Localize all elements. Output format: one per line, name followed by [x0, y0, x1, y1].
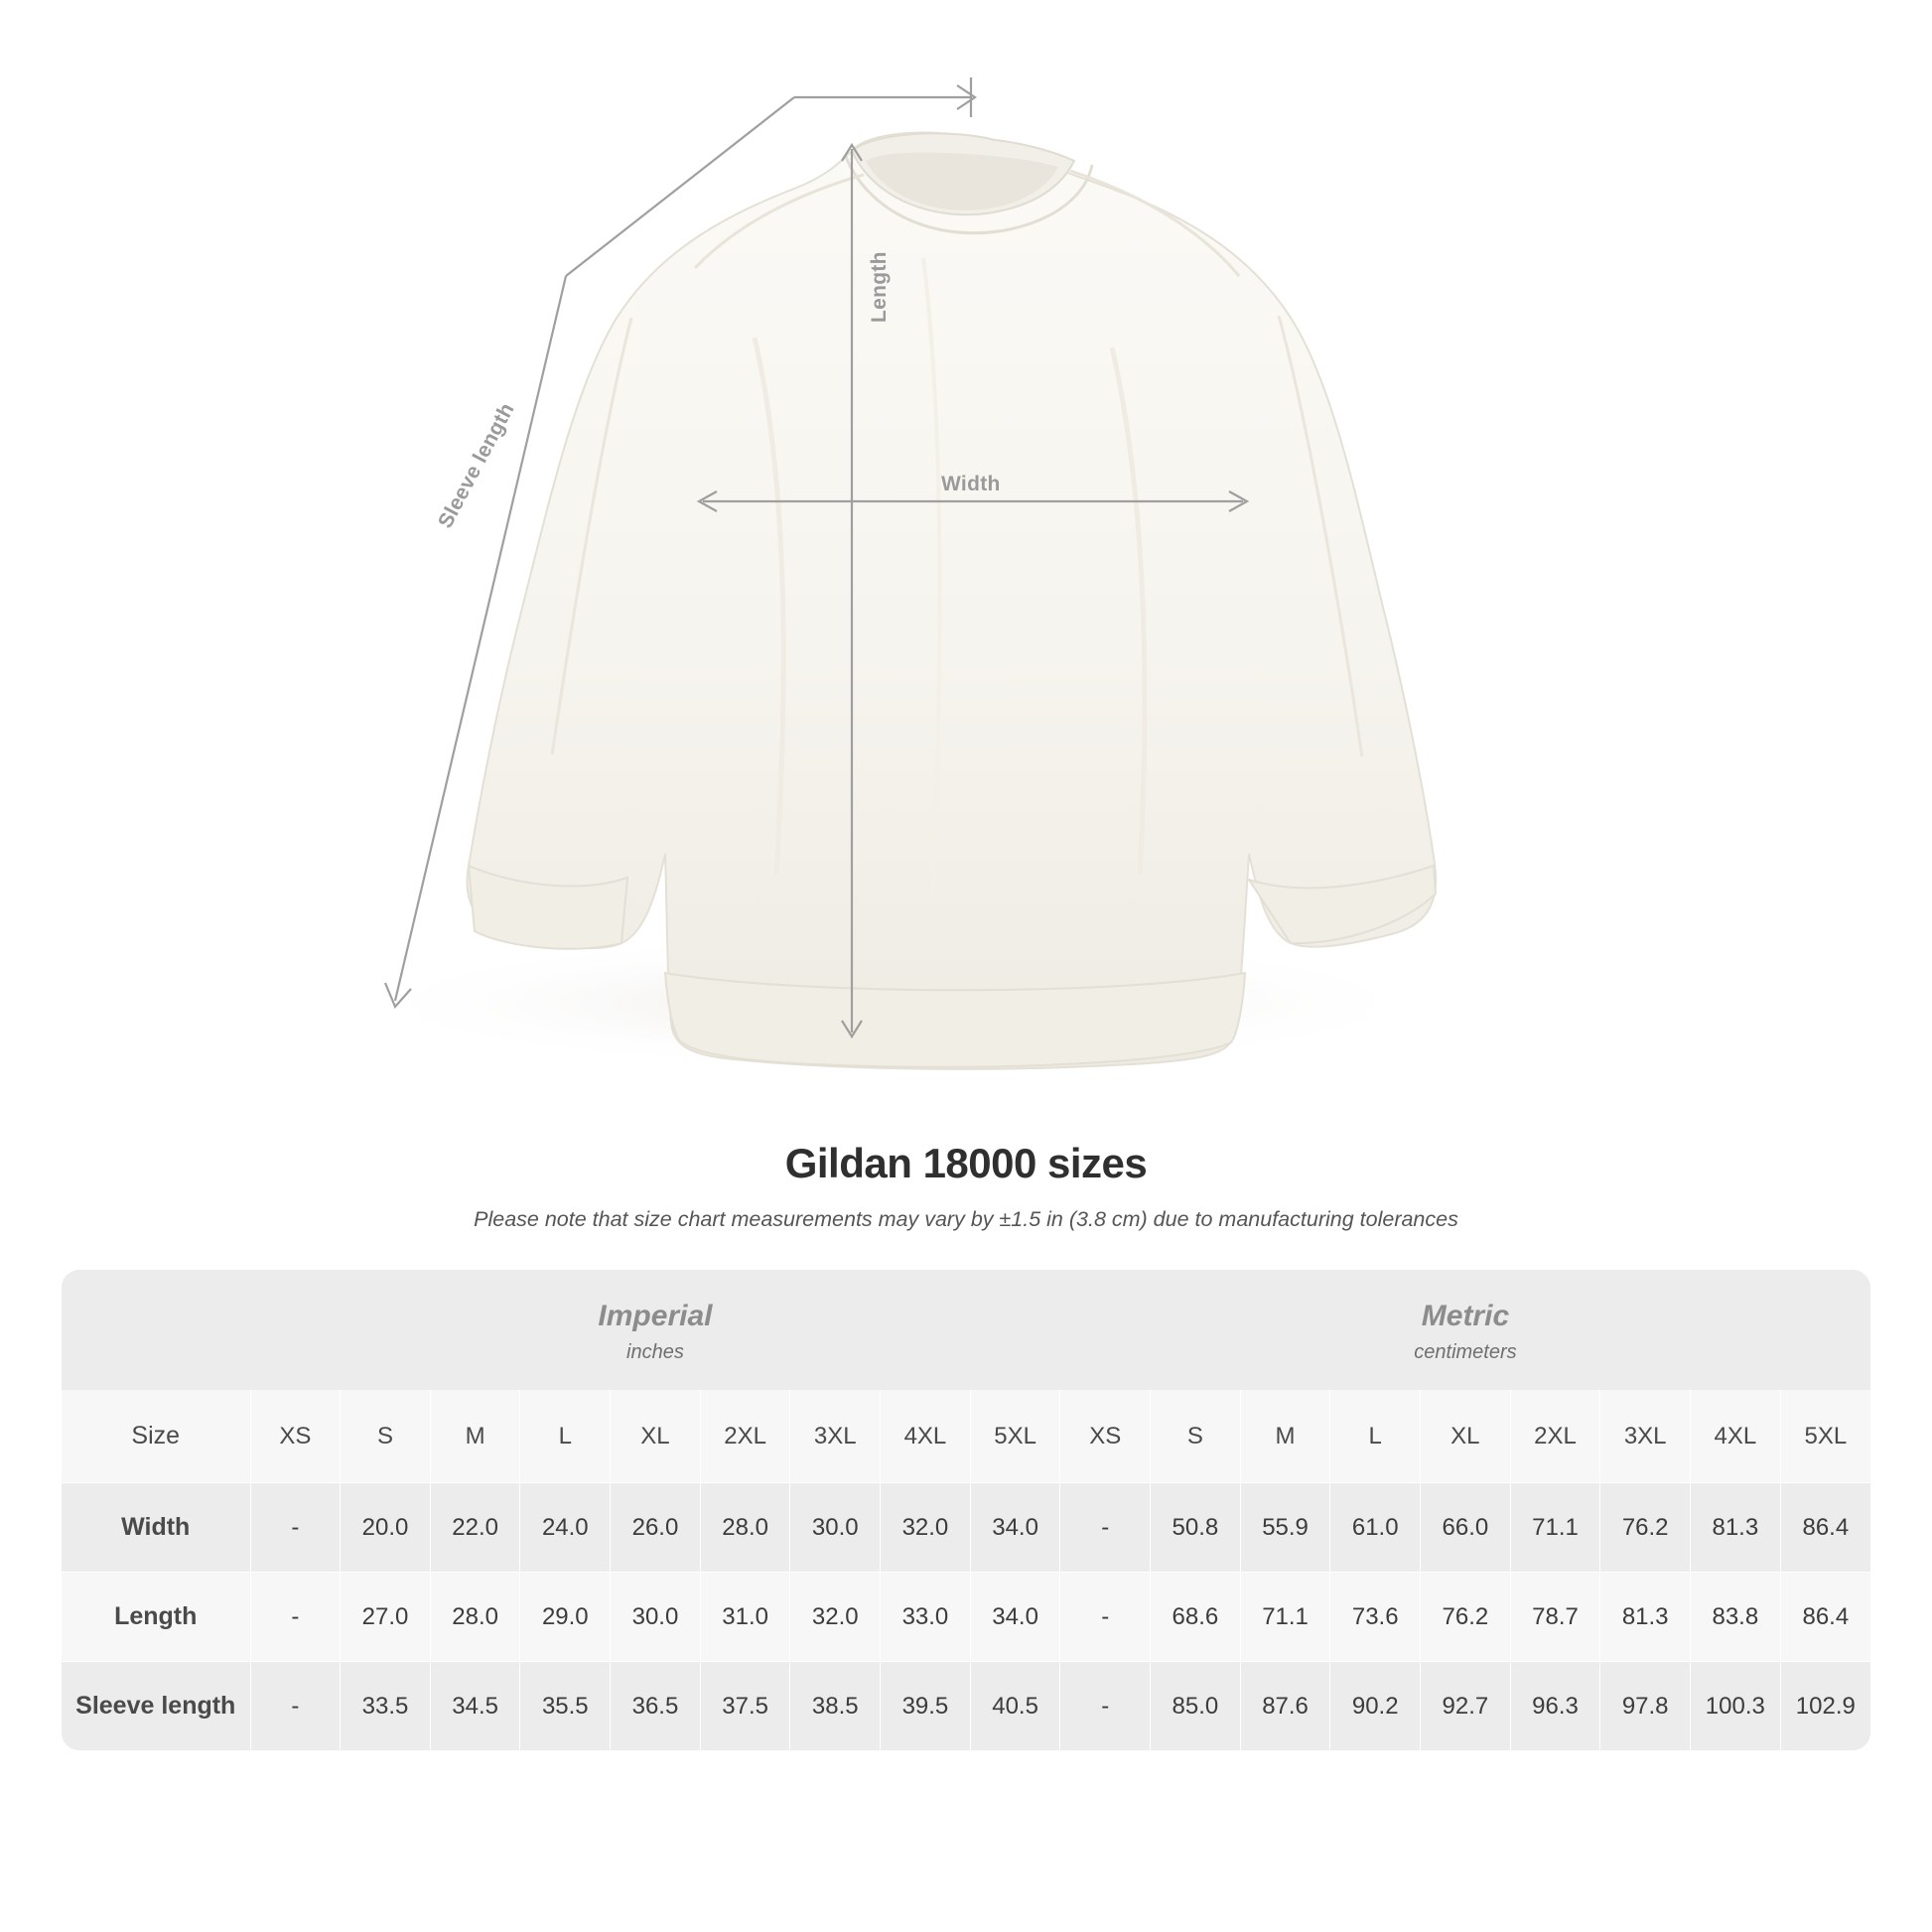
length-imperial-4xl: 33.0	[881, 1573, 971, 1662]
sleeve-metric-s: 85.0	[1151, 1662, 1241, 1751]
size-header-imperial-xs: XS	[250, 1390, 341, 1483]
length-imperial-l: 29.0	[520, 1573, 611, 1662]
sleeve-imperial-3xl: 38.5	[790, 1662, 881, 1751]
sleeve-imperial-m: 34.5	[430, 1662, 520, 1751]
metric-unit-sub: centimeters	[1414, 1341, 1517, 1363]
imperial-unit-header	[250, 1270, 1060, 1390]
size-header-metric-4xl: 4XL	[1691, 1390, 1781, 1483]
sleeve-imperial-xs: -	[250, 1662, 341, 1751]
size-header-imperial-m: M	[430, 1390, 520, 1483]
length-imperial-xs: -	[250, 1573, 341, 1662]
metric-unit-name: Metric	[1421, 1300, 1510, 1332]
length-metric-2xl: 78.7	[1510, 1573, 1600, 1662]
size-header-metric-5xl: 5XL	[1780, 1390, 1870, 1483]
sleeve-imperial-2xl: 37.5	[700, 1662, 790, 1751]
row-label-width: Width	[62, 1483, 250, 1573]
length-metric-xs: -	[1060, 1573, 1151, 1662]
size-header-metric-xs: XS	[1060, 1390, 1151, 1483]
page-title: Gildan 18000 sizes	[784, 1140, 1148, 1186]
length-metric-xl: 76.2	[1421, 1573, 1511, 1662]
length-metric-s: 68.6	[1151, 1573, 1241, 1662]
size-header-imperial-s: S	[341, 1390, 431, 1483]
size-header-metric-s: S	[1151, 1390, 1241, 1483]
width-metric-xs: -	[1060, 1483, 1151, 1573]
tolerance-note: Please note that size chart measurements may vary by ±1.5 in (3.8 cm) due to manufacturing tolerances	[474, 1207, 1458, 1231]
sleeve-metric-4xl: 100.3	[1691, 1662, 1781, 1751]
sleeve-metric-3xl: 97.8	[1600, 1662, 1691, 1751]
length-metric-3xl: 81.3	[1600, 1573, 1691, 1662]
table-row	[62, 1483, 1870, 1573]
imperial-unit-sub: inches	[626, 1341, 684, 1363]
length-imperial-5xl: 34.0	[970, 1573, 1060, 1662]
width-metric-3xl: 76.2	[1600, 1483, 1691, 1573]
sleeve-metric-5xl: 102.9	[1780, 1662, 1870, 1751]
size-header-metric-3xl: 3XL	[1600, 1390, 1691, 1483]
length-imperial-3xl: 32.0	[790, 1573, 881, 1662]
length-dimension-label: Length	[868, 251, 891, 323]
size-header-label: Size	[62, 1390, 250, 1483]
sleeve-imperial-l: 35.5	[520, 1662, 611, 1751]
width-imperial-2xl: 28.0	[700, 1483, 790, 1573]
size-header-row	[62, 1390, 1870, 1483]
sleeve-metric-xl: 92.7	[1421, 1662, 1511, 1751]
sleeve-imperial-5xl: 40.5	[970, 1662, 1060, 1751]
row-label-sleeve-length: Sleeve length	[62, 1662, 250, 1751]
sleeve-metric-2xl: 96.3	[1510, 1662, 1600, 1751]
sleeve-length-dimension-label: Sleeve length	[434, 399, 519, 532]
imperial-unit-name: Imperial	[598, 1300, 713, 1332]
size-header-imperial-xl: XL	[611, 1390, 701, 1483]
title-block	[0, 1140, 1932, 1232]
width-metric-m: 55.9	[1240, 1483, 1330, 1573]
width-imperial-xl: 26.0	[611, 1483, 701, 1573]
size-header-imperial-5xl: 5XL	[970, 1390, 1060, 1483]
sleeve-metric-xs: -	[1060, 1662, 1151, 1751]
size-table	[62, 1270, 1870, 1750]
width-metric-l: 61.0	[1330, 1483, 1421, 1573]
size-header-metric-l: L	[1330, 1390, 1421, 1483]
length-metric-l: 73.6	[1330, 1573, 1421, 1662]
row-label-length: Length	[62, 1573, 250, 1662]
width-metric-s: 50.8	[1151, 1483, 1241, 1573]
table-row	[62, 1662, 1870, 1751]
metric-unit-header	[1060, 1270, 1870, 1390]
unit-header-row	[62, 1270, 1870, 1390]
size-table-container	[62, 1270, 1870, 1750]
sleeve-imperial-xl: 36.5	[611, 1662, 701, 1751]
size-header-imperial-2xl: 2XL	[700, 1390, 790, 1483]
length-imperial-s: 27.0	[341, 1573, 431, 1662]
width-imperial-m: 22.0	[430, 1483, 520, 1573]
width-imperial-s: 20.0	[341, 1483, 431, 1573]
table-row	[62, 1573, 1870, 1662]
width-imperial-5xl: 34.0	[970, 1483, 1060, 1573]
length-imperial-xl: 30.0	[611, 1573, 701, 1662]
sleeve-metric-m: 87.6	[1240, 1662, 1330, 1751]
size-header-imperial-l: L	[520, 1390, 611, 1483]
length-imperial-m: 28.0	[430, 1573, 520, 1662]
width-imperial-3xl: 30.0	[790, 1483, 881, 1573]
size-header-metric-2xl: 2XL	[1510, 1390, 1600, 1483]
length-metric-m: 71.1	[1240, 1573, 1330, 1662]
length-metric-4xl: 83.8	[1691, 1573, 1781, 1662]
width-imperial-xs: -	[250, 1483, 341, 1573]
width-metric-2xl: 71.1	[1510, 1483, 1600, 1573]
width-dimension-label: Width	[941, 473, 1001, 495]
sleeve-imperial-4xl: 39.5	[881, 1662, 971, 1751]
width-imperial-4xl: 32.0	[881, 1483, 971, 1573]
width-imperial-l: 24.0	[520, 1483, 611, 1573]
size-header-metric-xl: XL	[1421, 1390, 1511, 1483]
length-imperial-2xl: 31.0	[700, 1573, 790, 1662]
size-header-metric-m: M	[1240, 1390, 1330, 1483]
width-metric-5xl: 86.4	[1780, 1483, 1870, 1573]
size-header-imperial-4xl: 4XL	[881, 1390, 971, 1483]
sleeve-imperial-s: 33.5	[341, 1662, 431, 1751]
width-metric-4xl: 81.3	[1691, 1483, 1781, 1573]
sleeve-metric-l: 90.2	[1330, 1662, 1421, 1751]
length-metric-5xl: 86.4	[1780, 1573, 1870, 1662]
width-metric-xl: 66.0	[1421, 1483, 1511, 1573]
size-header-imperial-3xl: 3XL	[790, 1390, 881, 1483]
unit-header-spacer	[62, 1270, 250, 1390]
